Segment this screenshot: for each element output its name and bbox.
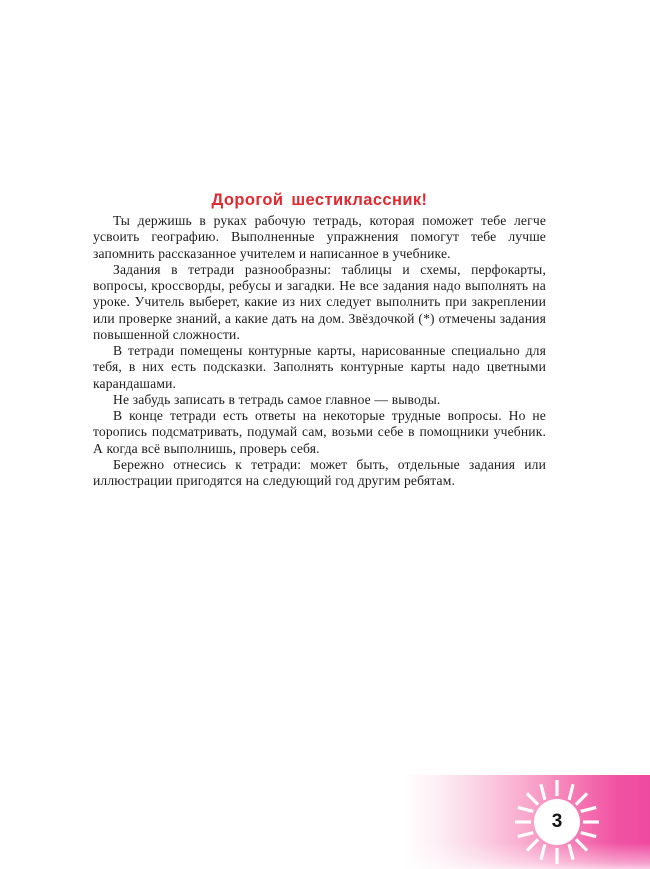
page-title: Дорогой шестиклассник! [211,191,428,210]
body-text-column [93,213,546,489]
page-number-decoration [404,775,650,869]
sun-icon [511,776,603,868]
paragraph: Задания в тетради разнообразны: таблицы и схемы, перфокарты, вопросы, кроссворды, ребусы и загадки. Не все задания надо выполнять на уроке. Учитель выберет, какие из них следует выполнить при закреплении или проверке знаний, а какие дать на дом. Звёздочкой (*) отмечены задания повышенной сложности. [93,261,546,342]
page-number: 3 [551,811,563,832]
paragraph: Ты держишь в руках рабочую тетрадь, которая поможет тебе легче усвоить географию. Выполненные упражнения помогут тебе лучше запомнить рассказанное учителем и написанное в учебнике. [93,213,546,261]
paragraph: В тетради помещены контурные карты, нарисованные специально для тебя, в них есть подсказки. Заполнять контурные карты надо цветными карандашами. [93,343,546,391]
paragraph: В конце тетради есть ответы на некоторые трудные вопросы. Но не торопись подсматривать, подумай сам, возьми себе в помощники учебник. А когда всё выполнишь, проверь себя. [93,408,546,456]
paragraph: Бережно отнесись к тетради: может быть, отдельные задания или иллюстрации пригодятся на следующий год другим ребятам. [93,456,546,488]
paragraph: Не забудь записать в тетрадь самое главное — выводы. [113,391,441,407]
